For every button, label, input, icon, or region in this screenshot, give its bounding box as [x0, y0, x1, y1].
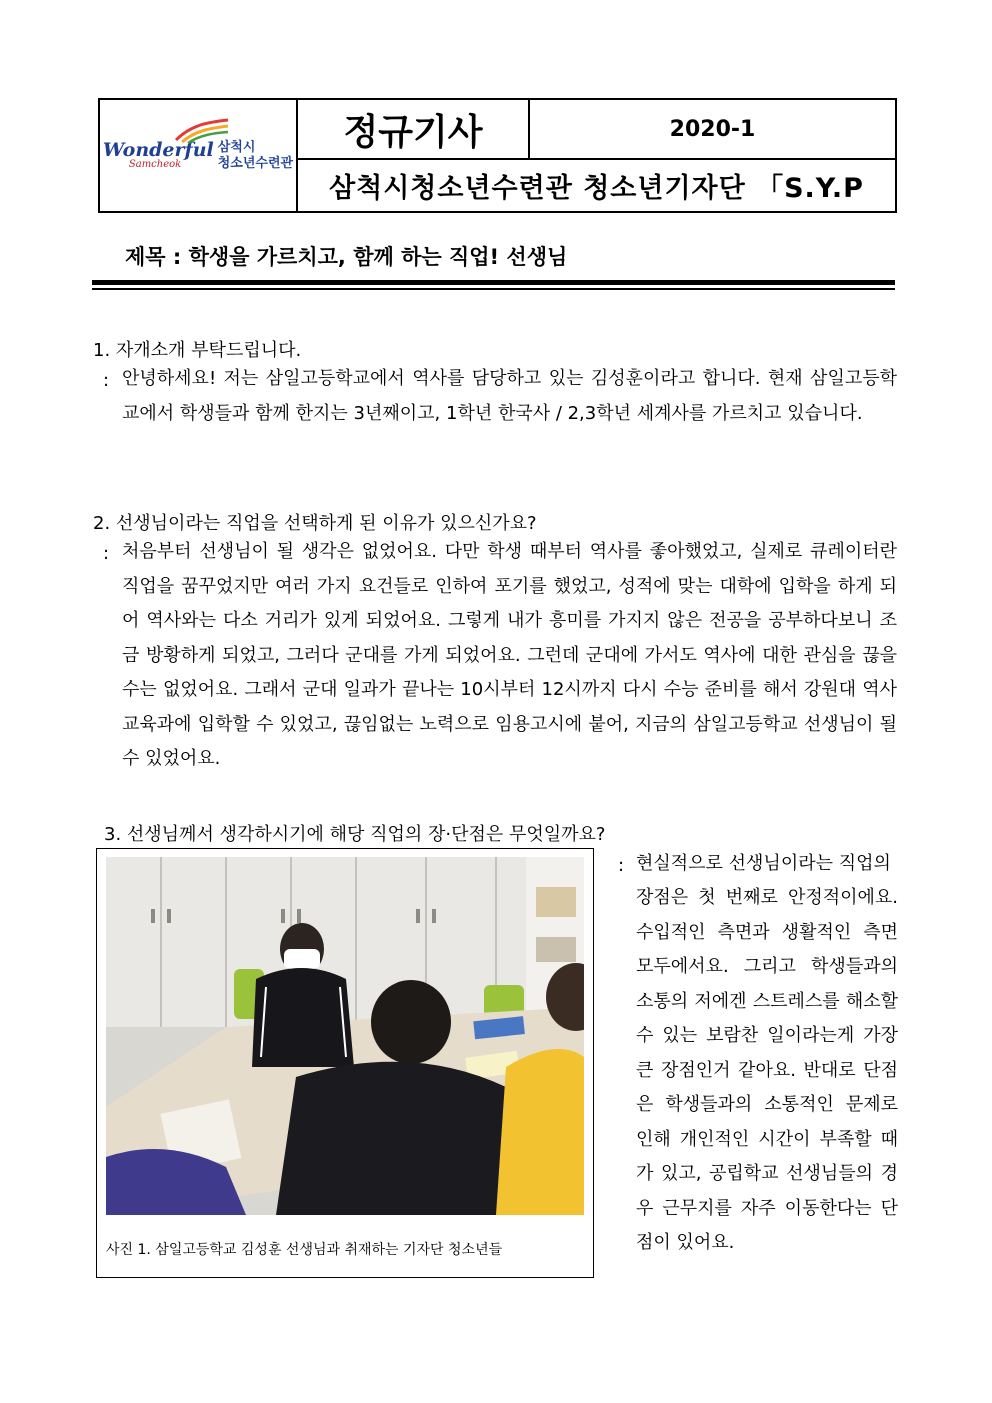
answer-3-first-line: 현실적으로 선생님이라는 직업의	[636, 853, 891, 874]
answer-3: 장점은 첫 번째로 안정적이에요. 수입적인 측면과 생활적인 측면 모두에서요. 그리고 학생들과의 소통의 저에겐 스트레스를 해소할 수 있는 보람찬 일이라는게 가장 큰 장점인거 같아요. 반대로 단점은 학생들과의 소통적인 문제로 인해 개인적인 시간이 부족할 때가 있고, 공립학교 선생님들의 경우 근무지를 자주 이동한다는 단점이 있어요.	[636, 887, 898, 1253]
question-2: 2. 선생님이라는 직업을 선택하게 된 이유가 있으신가요?	[93, 513, 537, 534]
answer-2: 처음부터 선생님이 될 생각은 없었어요. 다만 학생 때부터 역사를 좋아했었고, 실제로 큐레이터란 직업을 꿈꾸었지만 여러 가지 요건들로 인하여 포기를 했었고, 성적에 맞는 대학에 입학을 하게 되어 역사와는 다소 거리가 있게 되었어요. 그렇게 내가 흥미를 가지지 않은 전공을 공부하다보니 조금 방황하게 되었고, 그러다 군대를 가게 되었어요. 그런데 군대에 가서도 역사에 대한 관심을 끊을 수는 없었어요. 그래서 군대 일과가 끝나는 10시부터 12시까지 다시 수능 준비를 해서 강원대 역사교육과에 입학할 수 있었고, 끊임없는 노력으로 임용고시에 붙어, 지금의 삼일고등학교 선생님이 될 수 있었어요.	[122, 541, 897, 769]
photo-box	[96, 848, 594, 1278]
logo-text-line1: 삼척시	[217, 139, 256, 155]
answer-3-marker: :	[618, 855, 625, 876]
logo	[103, 140, 293, 172]
logo-text-line2: 청소년수련관	[217, 155, 294, 171]
question-3: 3. 선생님께서 생각하시기에 해당 직업의 장·단점은 무엇일까요?	[104, 824, 606, 845]
logo-subtitle: Samcheok	[128, 159, 182, 170]
title-divider-thin	[92, 288, 895, 290]
logo-swoosh-icon	[172, 118, 232, 144]
answer-2-marker: :	[103, 543, 110, 564]
issue-number: 2020-1	[530, 100, 895, 160]
article-title: 제목 : 학생을 가르치고, 함께 하는 직업! 선생님	[125, 245, 568, 269]
question-1: 1. 자개소개 부탁드립니다.	[93, 340, 302, 361]
answer-1-marker: :	[103, 370, 110, 391]
title-divider-thick	[92, 280, 895, 285]
article-type: 정규기사	[298, 100, 530, 160]
logo-wordmark: Wonderful	[102, 139, 214, 161]
answer-1: 안녕하세요! 저는 삼일고등학교에서 역사를 담당하고 있는 김성훈이라고 합니다. 현재 삼일고등학교에서 학생들과 함께 한지는 3년째이고, 1학년 한국사 / 2,3학년 세계사를 가르치고 있습니다.	[122, 368, 897, 424]
logo-cell	[100, 100, 298, 211]
header-table	[98, 98, 897, 213]
organization-name: 삼척시청소년수련관 청소년기자단 「S.Y.P	[329, 173, 864, 204]
interview-photo	[106, 857, 584, 1215]
photo-caption: 사진 1. 삼일고등학교 김성훈 선생님과 취재하는 기자단 청소년들	[106, 1242, 503, 1258]
